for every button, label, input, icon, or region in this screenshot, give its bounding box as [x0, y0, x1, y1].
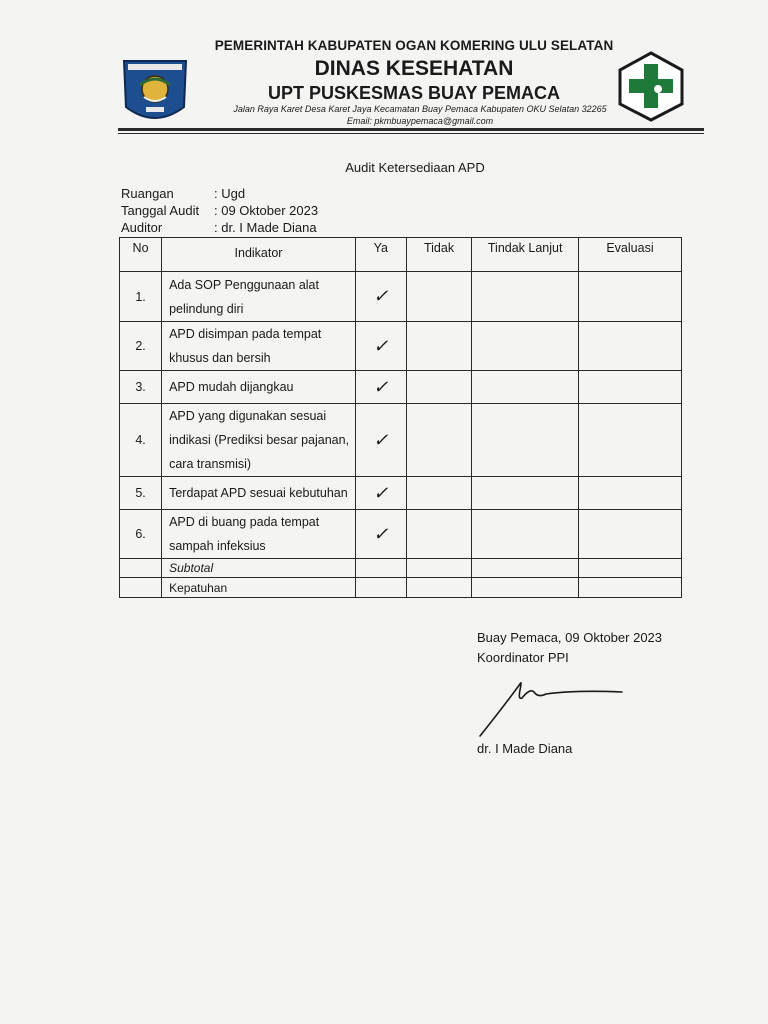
row-indikator: [162, 510, 356, 559]
row-indikator: [162, 272, 356, 322]
ya-checkmark: ✓: [355, 272, 406, 322]
ya-checkmark: ✓: [355, 477, 406, 510]
tidak-cell: [406, 371, 472, 404]
header-indikator: Indikator: [162, 238, 356, 272]
header-tidak: Tidak: [406, 238, 472, 272]
indikator-line: khusus dan bersih: [169, 351, 271, 365]
table-row: [120, 477, 682, 510]
indikator-line: APD di buang pada tempat: [169, 515, 320, 529]
table-header-row: [120, 238, 682, 272]
info-label: Auditor: [121, 220, 163, 235]
info-auditor: [121, 220, 317, 236]
letterhead-rule-thick: [118, 128, 704, 131]
header-evaluasi: Evaluasi: [578, 238, 681, 272]
empty-cell: [120, 559, 162, 578]
row-indikator: [162, 322, 356, 371]
letterhead-rule-thin: [118, 133, 704, 134]
evaluasi-cell: [578, 272, 681, 322]
empty-cell: [472, 578, 579, 598]
regency-emblem-icon: [118, 55, 192, 129]
tidak-cell: [406, 272, 472, 322]
header-ya: Ya: [355, 238, 406, 272]
row-number: 5.: [120, 477, 162, 510]
empty-cell: [406, 578, 472, 598]
tindak-lanjut-cell: [472, 477, 579, 510]
handwritten-signature: [476, 676, 626, 740]
info-tanggal: [121, 203, 318, 219]
tindak-lanjut-cell: [472, 510, 579, 559]
empty-cell: [578, 578, 681, 598]
evaluasi-cell: [578, 404, 681, 477]
address-line: Jalan Raya Karet Desa Karet Jaya Kecamatan Buay Pemaca Kabupaten OKU Selatan 32265: [233, 104, 607, 114]
info-value: : Ugd: [214, 186, 246, 201]
table-row: [120, 272, 682, 322]
info-value: : dr. I Made Diana: [214, 220, 317, 235]
indikator-line: sampah infeksius: [169, 539, 266, 553]
row-number: 4.: [120, 404, 162, 477]
kepatuhan-label: Kepatuhan: [162, 578, 356, 598]
signature-role: Koordinator PPI: [477, 650, 569, 665]
row-indikator: [162, 477, 356, 510]
indikator-line: Terdapat APD sesuai kebutuhan: [169, 486, 348, 500]
empty-cell: [120, 578, 162, 598]
tidak-cell: [406, 477, 472, 510]
evaluasi-cell: [578, 477, 681, 510]
indikator-line: APD yang digunakan sesuai: [169, 409, 327, 423]
email-line: Email: pkmbuaypemaca@gmail.com: [346, 116, 494, 126]
ya-checkmark: ✓: [355, 322, 406, 371]
table-row: [120, 510, 682, 559]
tindak-lanjut-cell: [472, 272, 579, 322]
indikator-line: cara transmisi): [169, 457, 252, 471]
table-row: [120, 322, 682, 371]
tidak-cell: [406, 510, 472, 559]
header-tindak-lanjut: Tindak Lanjut: [472, 238, 579, 272]
tidak-cell: [406, 404, 472, 477]
indikator-line: indikasi (Prediksi besar pajanan,: [169, 433, 350, 447]
info-value: : 09 Oktober 2023: [214, 203, 319, 218]
subtotal-label: Subtotal: [162, 559, 356, 578]
unit-heading: UPT PUSKESMAS BUAY PEMACA: [267, 83, 561, 103]
audit-table: [119, 237, 682, 598]
info-label: Tanggal Audit: [121, 203, 200, 218]
ya-checkmark: ✓: [355, 404, 406, 477]
header-no: No: [120, 238, 162, 272]
table-row: [120, 371, 682, 404]
empty-cell: [406, 559, 472, 578]
tindak-lanjut-cell: [472, 322, 579, 371]
ya-checkmark: ✓: [355, 371, 406, 404]
tidak-cell: [406, 322, 472, 371]
indikator-line: APD mudah dijangkau: [169, 380, 294, 394]
evaluasi-cell: [578, 322, 681, 371]
subtotal-row: [120, 559, 682, 578]
kepatuhan-row: [120, 578, 682, 598]
signature-name: dr. I Made Diana: [477, 741, 573, 756]
row-number: 2.: [120, 322, 162, 371]
row-indikator: [162, 371, 356, 404]
tindak-lanjut-cell: [472, 404, 579, 477]
empty-cell: [578, 559, 681, 578]
empty-cell: [472, 559, 579, 578]
row-indikator: [162, 404, 356, 477]
row-number: 3.: [120, 371, 162, 404]
health-cross-icon: [616, 50, 686, 122]
government-heading: PEMERINTAH KABUPATEN OGAN KOMERING ULU SELATAN: [214, 38, 614, 53]
tindak-lanjut-cell: [472, 371, 579, 404]
evaluasi-cell: [578, 510, 681, 559]
agency-heading: DINAS KESEHATAN: [314, 57, 514, 80]
info-ruangan: [121, 186, 245, 202]
table-row: [120, 404, 682, 477]
signature-place-date: Buay Pemaca, 09 Oktober 2023: [477, 630, 663, 645]
indikator-line: APD disimpan pada tempat: [169, 327, 322, 341]
ya-checkmark: ✓: [355, 510, 406, 559]
document-title: Audit Ketersediaan APD: [345, 160, 485, 175]
empty-cell: [355, 578, 406, 598]
indikator-line: Ada SOP Penggunaan alat: [169, 277, 319, 292]
empty-cell: [355, 559, 406, 578]
row-number: 1.: [120, 272, 162, 322]
evaluasi-cell: [578, 371, 681, 404]
indikator-line: pelindung diri: [169, 301, 244, 316]
row-number: 6.: [120, 510, 162, 559]
info-label: Ruangan: [121, 186, 174, 201]
